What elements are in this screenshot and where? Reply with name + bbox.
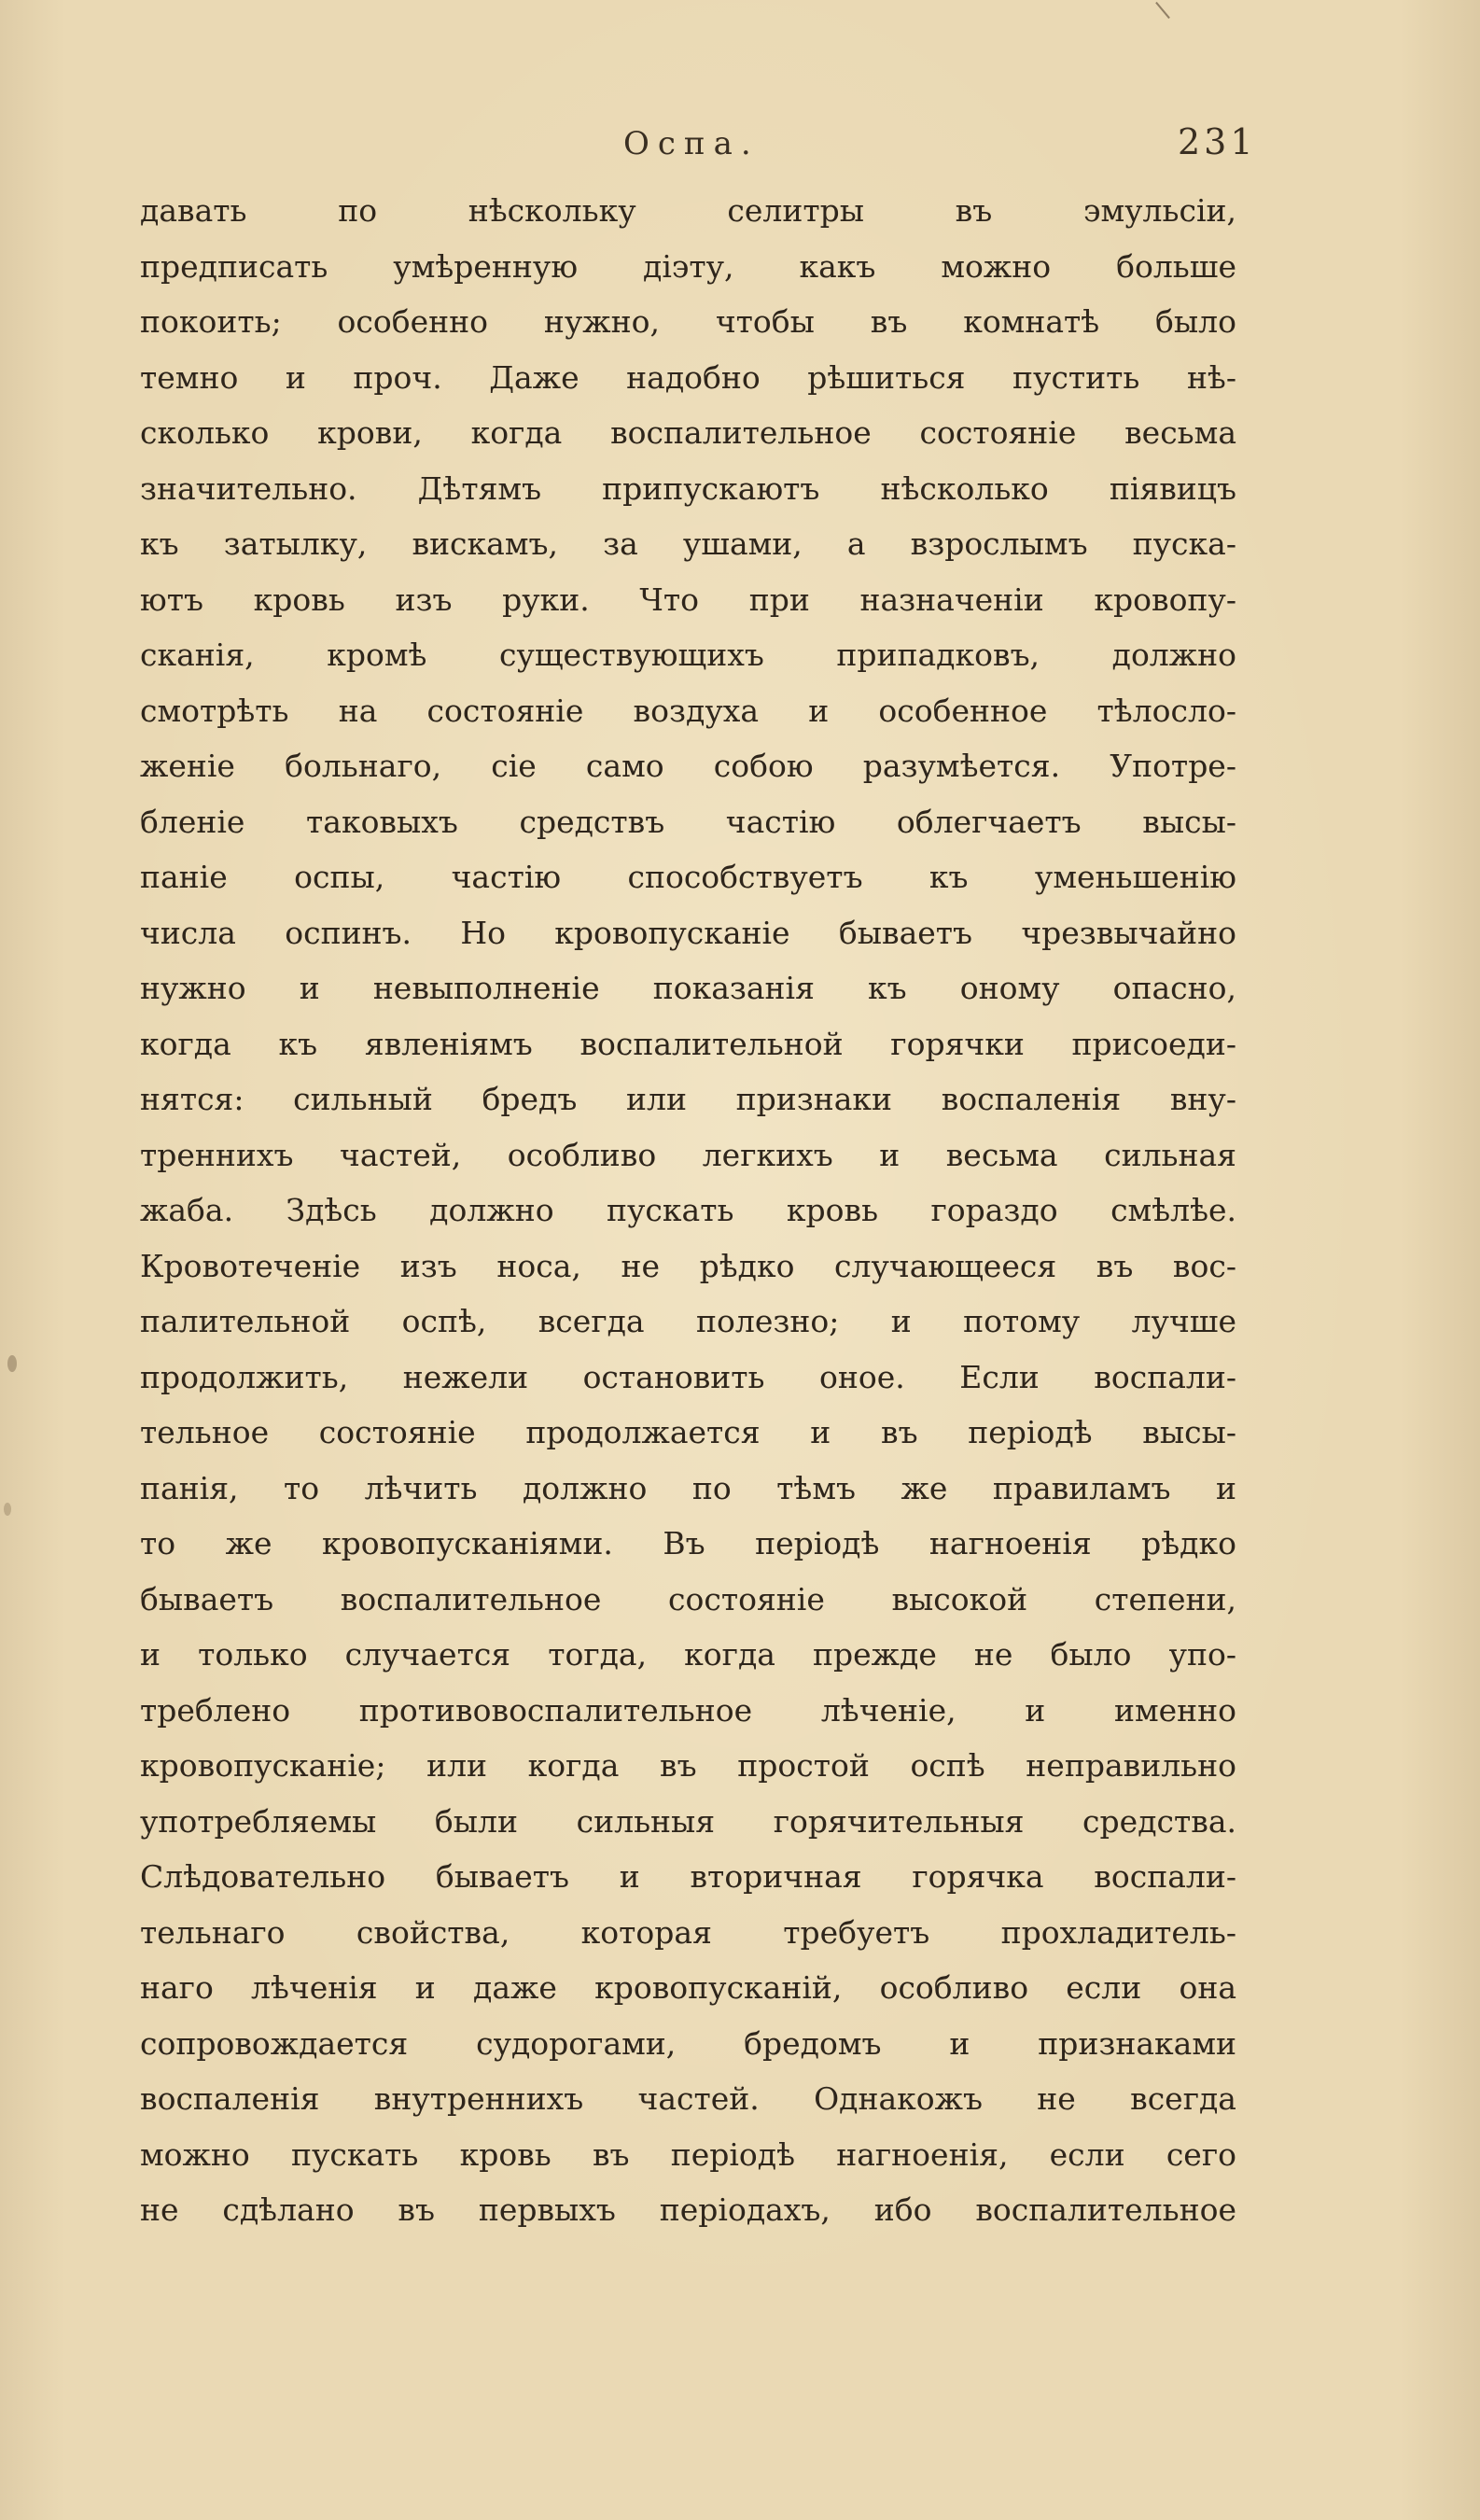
body-text — [140, 183, 1236, 2238]
text-line: значительно. Дѣтямъ припускаютъ нѣсколько піявицъ — [140, 469, 1236, 507]
text-line: воспаленія внутреннихъ частей. Однакожъ не всегда — [140, 2080, 1236, 2117]
text-line: женіе больнаго, сіе само собою разумѣется. Употре- — [140, 748, 1236, 784]
text-line: нужно и невыполненіе показанія къ оному опасно, — [140, 970, 1236, 1006]
text-line: нятся: сильный бредъ или признаки воспаленія вну- — [140, 1081, 1236, 1117]
text-line: наго лѣченія и даже кровопусканій, особливо если она — [140, 1969, 1236, 2006]
text-line: сколько крови, когда воспалительное состояніе весьма — [140, 414, 1236, 451]
text-line: къ затылку, вискамъ, за ушами, а взрослымъ пуска- — [140, 525, 1236, 562]
text-line: употребляемы были сильныя горячительныя средства. — [140, 1802, 1236, 1840]
text-line: давать по нѣскольку селитры въ эмульсіи, — [140, 192, 1236, 229]
text-line: треннихъ частей, особливо легкихъ и весьма сильная — [140, 1136, 1236, 1173]
text-line: кровопусканіе; или когда въ простой оспѣ неправильно — [140, 1747, 1236, 1784]
text-line: когда къ явленіямъ воспалительной горячки присоеди- — [140, 1025, 1236, 1062]
text-line: предписать умѣренную діэту, какъ можно больше — [140, 247, 1236, 285]
text-line: бываетъ воспалительное состояніе высокой степени, — [140, 1580, 1236, 1617]
margin-stain — [7, 1355, 17, 1372]
text-line: то же кровопусканіями. Въ періодѣ нагноенія рѣдко — [140, 1525, 1236, 1561]
text-line: тельное состояніе продолжается и въ періодѣ высы- — [140, 1414, 1236, 1450]
text-line: палительной оспѣ, всегда полезно; и потому лучше — [140, 1303, 1236, 1339]
text-line: ютъ кровь изъ руки. Что при назначеніи кровопу- — [140, 581, 1236, 618]
text-line: продолжить, нежели остановить оное. Если воспали- — [140, 1358, 1236, 1395]
text-line: паніе оспы, частію способствуетъ къ уменьшенію — [140, 859, 1236, 895]
text-line: панія, то лѣчить должно по тѣмъ же правиламъ и — [140, 1469, 1236, 1506]
text-line: не сдѣлано въ первыхъ періодахъ, ибо воспалительное — [140, 2191, 1236, 2228]
text-line: сопровождается судорогами, бредомъ и признаками — [140, 2024, 1236, 2062]
text-line: сканія, кромѣ существующихъ припадковъ, должно — [140, 637, 1236, 673]
text-line: числа оспинъ. Но кровопусканіе бываетъ чрезвычайно — [140, 914, 1236, 951]
text-line: темно и проч. Даже надобно рѣшиться пустить нѣ- — [140, 358, 1236, 396]
text-line: треблено противовоспалительное лѣченіе, и именно — [140, 1691, 1236, 1729]
text-line: бленіе таковыхъ средствъ частію облегчаетъ высы- — [140, 803, 1236, 840]
text-line: и только случается тогда, когда прежде не было упо- — [140, 1636, 1236, 1673]
text-line: Слѣдовательно бываетъ и вторичная горячка воспали- — [140, 1858, 1236, 1895]
text-line: Кровотеченіе изъ носа, не рѣдко случающееся въ вос- — [140, 1247, 1236, 1284]
margin-stain — [4, 1503, 11, 1516]
corner-mark — [1155, 2, 1170, 19]
text-line: тельнаго свойства, которая требуетъ прохладитель- — [140, 1913, 1236, 1951]
page-header — [0, 121, 1480, 177]
text-line: можно пускать кровь въ періодѣ нагноенія, если сего — [140, 2135, 1236, 2173]
text-line: смотрѣть на состояніе воздуха и особенное тѣлосло- — [140, 692, 1236, 729]
text-line: жаба. Здѣсь должно пускать кровь гораздо смѣлѣе. — [140, 1192, 1236, 1228]
text-line: покоить; особенно нужно, чтобы въ комнатѣ было — [140, 303, 1236, 340]
running-head-title: Оспа. — [623, 125, 760, 162]
page-number: 231 — [1178, 121, 1257, 162]
